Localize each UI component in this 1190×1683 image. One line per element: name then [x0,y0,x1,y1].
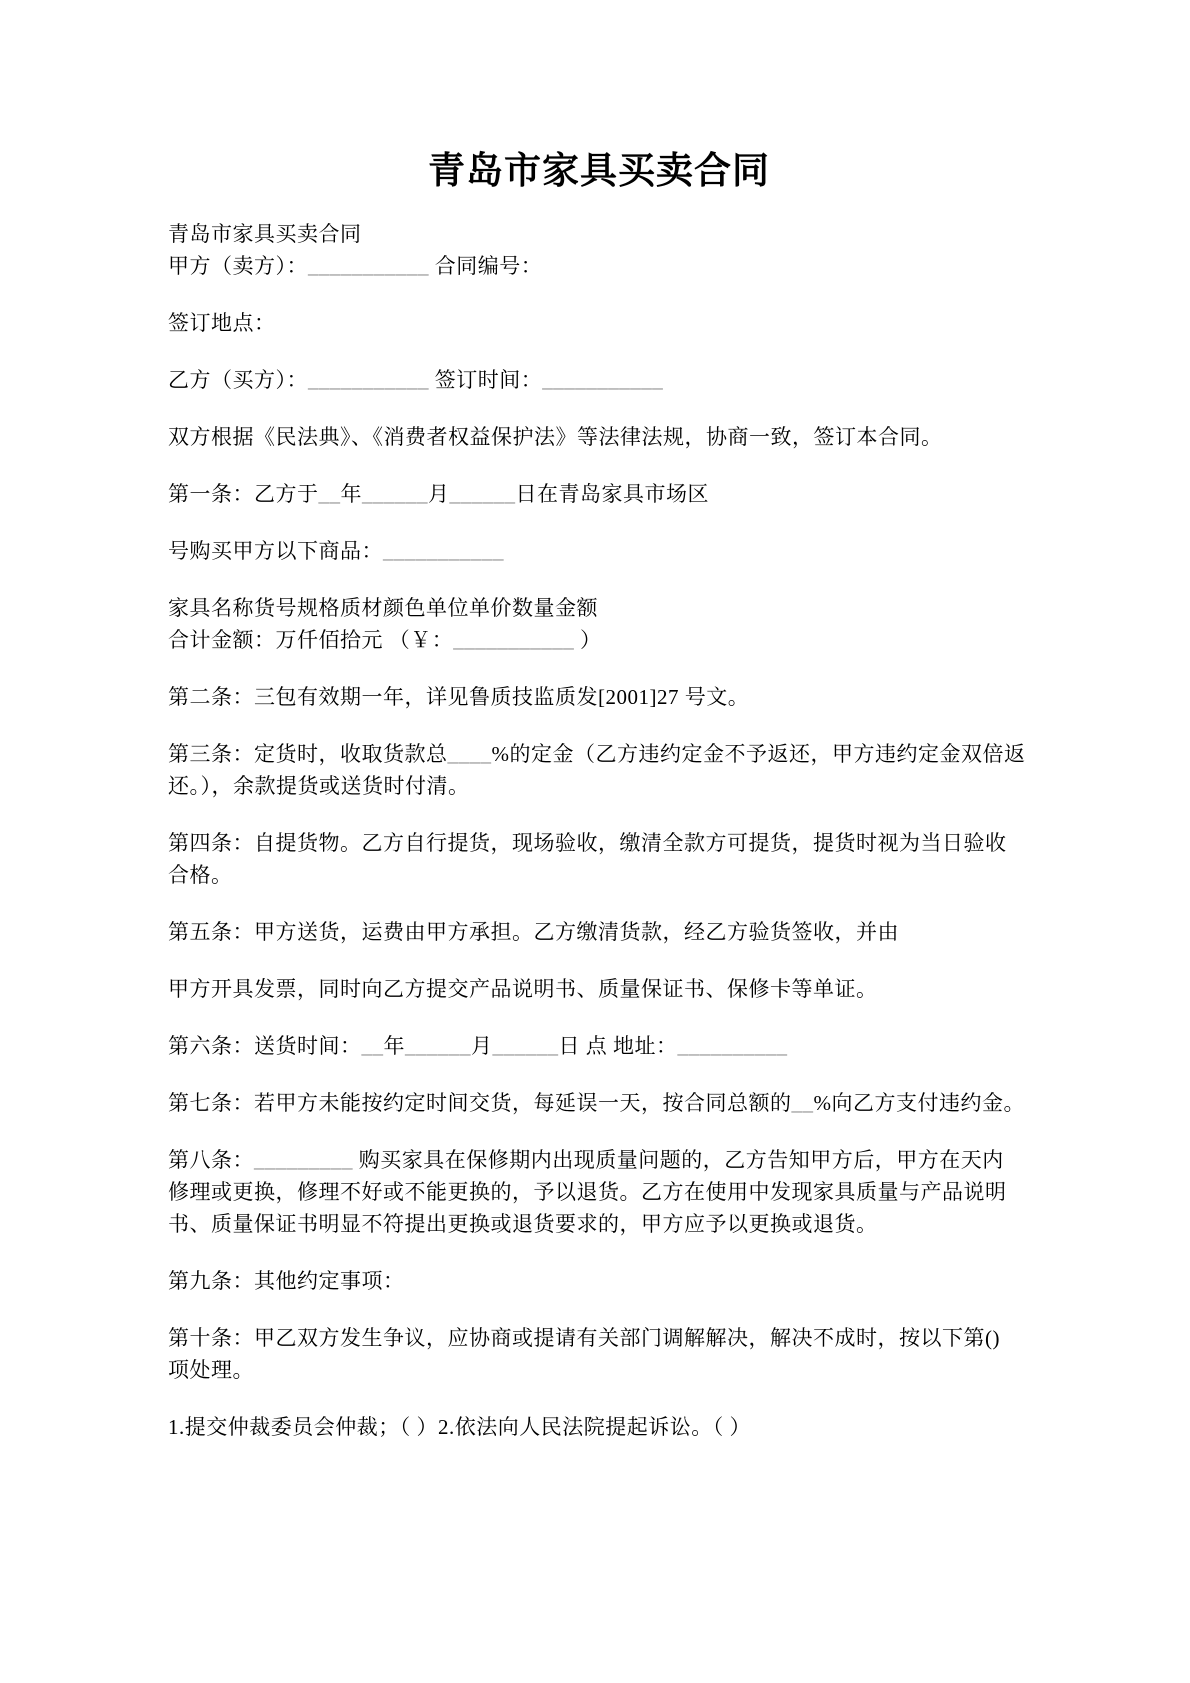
paragraph-clause-2 [168,681,1030,713]
paragraph-signing-place [168,307,1030,339]
party-b-line: 乙方（买方）：___________ 签订时间：___________ [168,368,664,392]
clause-4-line-1: 第四条：自提货物。乙方自行提货，现场验收，缴清全款方可提货，提货时视为当日验收 [168,831,1007,855]
clause-4-line-2: 合格。 [168,863,233,887]
clause-2-line: 第二条：三包有效期一年，详见鲁质技监质发[2001]27 号文。 [168,685,750,709]
paragraph-party-b [168,364,1030,396]
paragraph-clause-5 [168,916,1030,948]
paragraph-clause-5-continued [168,973,1030,1005]
contract-title: 青岛市家具买卖合同 [428,151,770,192]
clause-1-continued-line: 号购买甲方以下商品：___________ [168,539,504,563]
paragraph-clause-8 [168,1144,1030,1240]
clause-3-line-2: 还。），余款提货或送货时付清。 [168,774,470,798]
paragraph-goods-table [168,592,1030,656]
total-amount-line: 合计金额：万仟佰拾元 （￥：___________ ） [168,628,602,652]
paragraph-clause-10 [168,1322,1030,1386]
contract-subtitle: 青岛市家具买卖合同 [168,222,362,246]
clause-3-line-1: 第三条：定货时，收取货款总____%的定金（乙方违约定金不予返还，甲方违约定金双倍返 [168,742,1026,766]
paragraph-clause-3 [168,738,1030,802]
paragraph-clause-4 [168,827,1030,891]
clause-9-line: 第九条：其他约定事项： [168,1269,405,1293]
legal-basis-line: 双方根据《民法典》、《消费者权益保护法》等法律法规，协商一致，签订本合同。 [168,425,943,449]
paragraph-clause-1 [168,478,1030,510]
goods-table-header-line: 家具名称货号规格质材颜色单位单价数量金额 [168,596,598,620]
paragraph-dispute-options [168,1411,1030,1443]
clause-10-line-1: 第十条：甲乙双方发生争议，应协商或提请有关部门调解解决，解决不成时，按以下第() [168,1326,1000,1350]
paragraph-clause-7 [168,1087,1030,1119]
signing-place-line: 签订地点： [168,311,276,335]
clause-5-continued-line: 甲方开具发票，同时向乙方提交产品说明书、质量保证书、保修卡等单证。 [168,977,878,1001]
clause-10-line-2: 项处理。 [168,1358,254,1382]
dispute-options-line: 1.提交仲裁委员会仲裁；（ ）2.依法向人民法院提起诉讼。（ ） [168,1415,751,1439]
party-a-line: 甲方（卖方）：___________ 合同编号： [168,254,543,278]
paragraph-clause-9 [168,1265,1030,1297]
clause-8-line-3: 书、质量保证书明显不符提出更换或退货要求的，甲方应予以更换或退货。 [168,1212,878,1236]
paragraph-legal-basis [168,421,1030,453]
clause-5-line: 第五条：甲方送货，运费由甲方承担。乙方缴清货款，经乙方验货签收，并由 [168,920,899,944]
clause-8-line-2: 修理或更换，修理不好或不能更换的，予以退货。乙方在使用中发现家具质量与产品说明 [168,1180,1007,1204]
clause-6-line: 第六条：送货时间：__年______月______日 点 地址：__________ [168,1034,788,1058]
paragraph-clause-6 [168,1030,1030,1062]
clause-7-line: 第七条：若甲方未能按约定时间交货，每延误一天，按合同总额的__%向乙方支付违约金。 [168,1091,1025,1115]
paragraph-clause-1-continued [168,535,1030,567]
clause-1-line: 第一条：乙方于__年______月______日在青岛家具市场区 [168,482,709,506]
clause-8-line-1: 第八条：_________ 购买家具在保修期内出现质量问题的，乙方告知甲方后，甲方在天内 [168,1148,1004,1172]
paragraph-header [168,218,1030,282]
